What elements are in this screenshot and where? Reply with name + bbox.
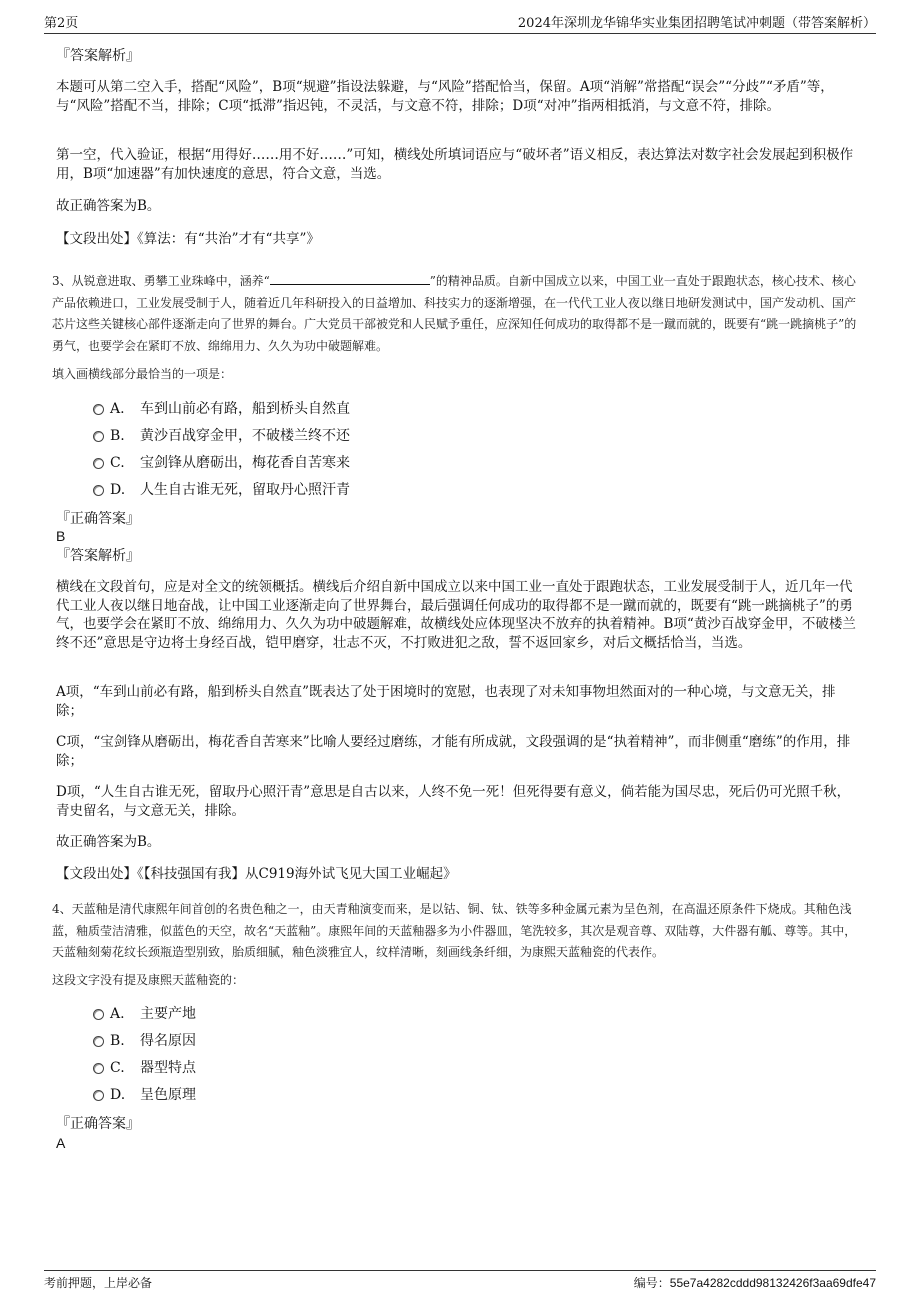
radio-icon[interactable] [93, 1063, 104, 1074]
radio-icon[interactable] [93, 485, 104, 496]
option-letter: D. [110, 482, 126, 498]
question-4-stem: 4、天蓝釉是清代康熙年间首创的名贵色釉之一，由天青釉演变而来，是以钴、铜、钛、铁等多种金属元素为呈色剂，在高温还原条件下烧成。其釉色浅蓝，釉质莹洁清雅，似蓝色的天空，故名“天蓝釉”。康熙年间的天蓝釉器多为小件器皿，笔洗较多，其次是观音尊、双陆尊，大件器有觚、尊等。其中，天蓝釉刻菊花纹长颈瓶造型别致，胎质细腻，釉色淡雅宜人，纹样清晰，刻画线条纤细，为康熙天蓝釉瓷的代表作。 [52, 902, 857, 959]
question-3-source: 【文段出处】《【科技强国有我】从C919海外试飞见大国工业崛起》 [56, 866, 457, 882]
fill-blank [270, 272, 430, 285]
radio-icon[interactable] [93, 1036, 104, 1047]
question-3-prompt: 填入画横线部分最恰当的一项是： [52, 367, 233, 381]
analysis-conclusion: 故正确答案为B。 [56, 198, 161, 214]
question-3-option-c[interactable] [93, 453, 350, 473]
question-4-option-a[interactable] [93, 1004, 196, 1024]
question-3-analysis-c: C项，“宝剑锋从磨砺出，梅花香自苦寒来”比喻人要经过磨练，才能有所成就，文段强调的是“执着精神”，而非侧重“磨练”的作用，排除； [56, 734, 851, 769]
correct-answer-label: 『正确答案』 [56, 511, 140, 527]
document-title: 2024年深圳龙华锦华实业集团招聘笔试冲刺题（带答案解析） [517, 16, 876, 31]
radio-icon[interactable] [93, 404, 104, 415]
option-letter: B. [110, 1033, 125, 1049]
question-3-conclusion: 故正确答案为B。 [56, 834, 161, 850]
option-text: 人生自古谁无死，留取丹心照汗青 [140, 482, 350, 498]
correct-answer: B [56, 528, 66, 544]
question-4-option-b[interactable] [93, 1031, 196, 1051]
option-letter: B. [110, 428, 125, 444]
question-3-analysis-1: 横线在文段首句，应是对全文的统领概括。横线后介绍自新中国成立以来中国工业一直处于跟跑状态，工业发展受制于人，近几年一代代工业人夜以继日地奋战，让中国工业逐渐走向了世界舞台，最后强调任何成功的取得都不是一蹴而就的，既要有“跳一跳摘桃子”的勇气，也要学会在紧盯不放、绵绵用力、久久为功中破题解难，故横线处应体现坚决不放弃的执着精神。B项“黄沙百战穿金甲，不破楼兰终不还”意思是守边将士身经百战，铠甲磨穿，壮志不灭，不打败进犯之敌，誓不返回家乡，对后文概括恰当，当选。 [56, 579, 856, 651]
analysis-label: 『答案解析』 [56, 48, 140, 64]
question-3-option-b[interactable] [93, 426, 350, 446]
radio-icon[interactable] [93, 431, 104, 442]
option-text: 黄沙百战穿金甲，不破楼兰终不还 [140, 428, 350, 444]
radio-icon[interactable] [93, 1090, 104, 1101]
analysis-paragraph-1: 本题可从第二空入手，搭配“风险”，B项“规避”指设法躲避，与“风险”搭配恰当，保留。A项“消解”常搭配“误会”“分歧”“矛盾”等，与“风险”搭配不当，排除；C项“抵滞”指迟钝，不灵活，与文意不符，排除；D项“对冲”指两相抵消，与文意不符，排除。 [56, 79, 834, 114]
option-text: 宝剑锋从磨砺出，梅花香自苦寒来 [140, 455, 350, 471]
question-4-option-c[interactable] [93, 1058, 196, 1078]
option-text: 呈色原理 [140, 1087, 196, 1103]
question-3-analysis-a: A项，“车到山前必有路，船到桥头自然直”既表达了处于困境时的宽慰，也表现了对未知事物坦然面对的一种心境，与文意无关，排除； [56, 684, 836, 719]
question-4-prompt: 这段文字没有提及康熙天蓝釉瓷的： [52, 973, 245, 987]
option-letter: A. [110, 401, 125, 417]
page-header [44, 12, 876, 34]
question-3-stem-start: 3、从锐意进取、勇攀工业珠峰中，涵养“ [52, 274, 270, 288]
question-3-option-a[interactable] [93, 399, 350, 419]
question-3-analysis-d: D项，“人生自古谁无死，留取丹心照汗青”意思是自古以来，人终不免一死！但死得要有意义，倘若能为国尽忠，死后仍可光照千秋，青史留名，与文意无关，排除。 [56, 784, 851, 819]
correct-answer: A [56, 1135, 66, 1151]
source-citation: 【文段出处】《算法：有“共治”才有“共享”》 [56, 231, 320, 247]
page-footer [44, 1270, 876, 1291]
radio-icon[interactable] [93, 458, 104, 469]
analysis-label: 『答案解析』 [56, 548, 140, 564]
option-letter: C. [110, 1060, 125, 1076]
page-number: 第2页 [44, 16, 79, 31]
option-text: 得名原因 [140, 1033, 196, 1049]
analysis-paragraph-2: 第一空，代入验证，根据“用得好……用不好……”可知，横线处所填词语应与“破坏者”语义相反，表达算法对数字社会发展起到积极作用，B项“加速器”有加快速度的意思，符合文意，当选。 [56, 147, 854, 182]
question-3-stem [52, 271, 862, 357]
option-text: 器型特点 [140, 1060, 196, 1076]
option-text: 车到山前必有路，船到桥头自然直 [140, 401, 350, 417]
question-4-option-d[interactable] [93, 1085, 196, 1105]
option-letter: A. [110, 1006, 125, 1022]
option-letter: D. [110, 1087, 126, 1103]
radio-icon[interactable] [93, 1009, 104, 1020]
option-letter: C. [110, 455, 125, 471]
document-serial: 编号：55e7a4282cddd98132426f3aa69dfe47 [633, 1276, 876, 1290]
question-3-option-d[interactable] [93, 480, 350, 500]
option-text: 主要产地 [140, 1006, 196, 1022]
footer-slogan: 考前押题，上岸必备 [44, 1276, 153, 1290]
correct-answer-label: 『正确答案』 [56, 1116, 140, 1132]
question-3-stem-rest: ”的精神品质。自新中国成立以来，中国工业一直处于跟跑状态，核心技术、核心产品依赖进口，工业发展受制于人，随着近几年科研投入的日益增加、科技实力的逐渐增强，在一代代工业人夜以继日地研发测试中，国产发动机、国产芯片这些关键核心部件逐渐走向了世界的舞台。广大党员干部被党和人民赋予重任，应深知任何成功的取得都不是一蹴而就的，既要有“跳一跳摘桃子”的勇气，也要学会在紧盯不放、绵绵用力、久久为功中破题解难。 [52, 274, 857, 353]
